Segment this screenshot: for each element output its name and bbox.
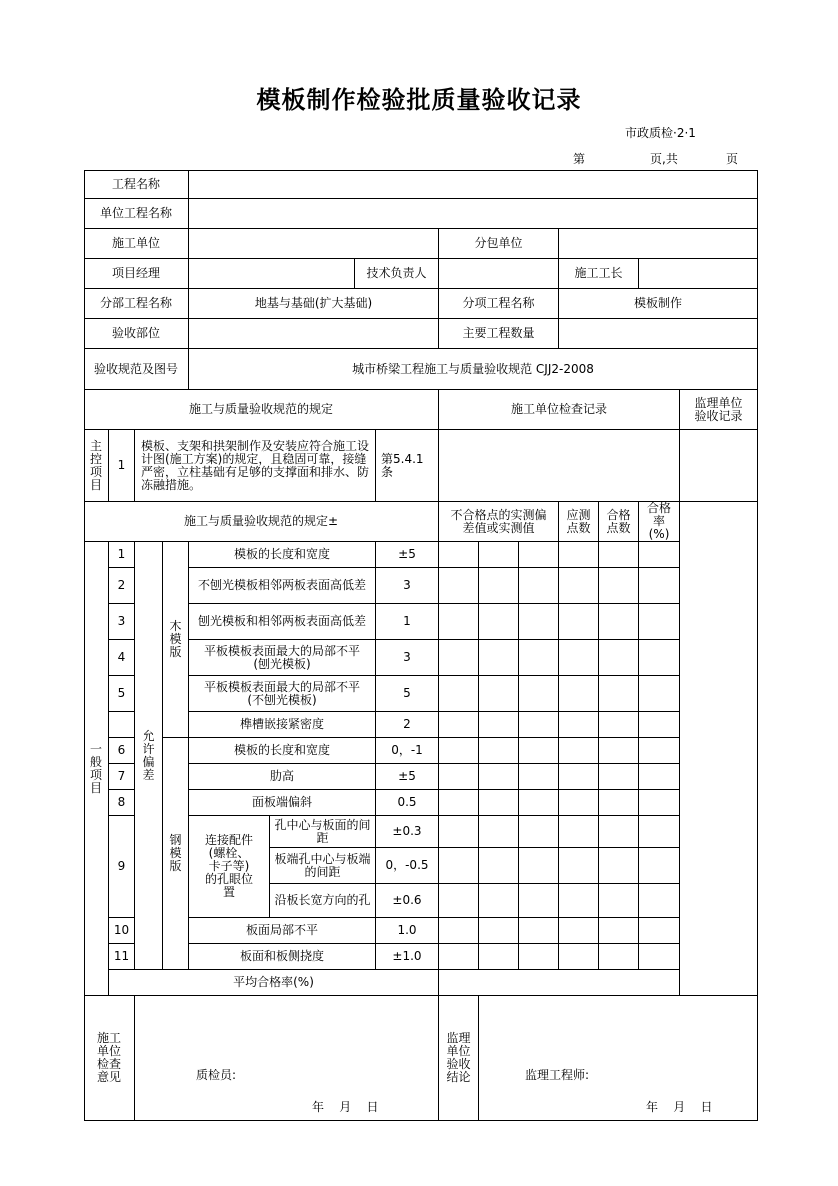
check-cell[interactable] [519,604,559,640]
check-cell[interactable] [559,568,599,604]
check-cell[interactable] [519,884,559,918]
check-cell[interactable] [479,640,519,676]
check-cell[interactable] [639,604,680,640]
item-allowed-value-text: 1 [403,614,411,628]
check-cell[interactable] [559,848,599,884]
supervisor-conclusion-label [439,996,479,1121]
item-text-text: 板面局部不平 [245,923,318,937]
subcontractor-field[interactable] [559,229,758,259]
subcontractor-label [439,229,559,259]
item-text-text: 肋高 [269,769,294,783]
item-allowed-value-text: 1.0 [397,923,417,937]
item-allowed-value [376,542,439,568]
item9-sub-text [270,848,376,884]
check-cell[interactable] [639,816,680,848]
avg-pass-rate-value[interactable] [439,970,680,996]
steel-formwork-label-text: 钢模版 [169,833,182,873]
item-allowed-value [376,884,439,918]
check-cell[interactable] [639,542,680,568]
check-cell[interactable] [479,712,519,738]
item-no-text: 5 [117,686,126,700]
check-cell[interactable] [439,738,479,764]
item9-sub-text-text: 板端孔中心与板端的间距 [274,851,371,879]
manager-label-text: 项目经理 [111,266,160,280]
tech-lead-label [355,259,439,289]
check-cell[interactable] [439,764,479,790]
check-cell[interactable] [519,712,559,738]
item-no [109,944,135,970]
unit-project-label-text: 单位工程名称 [99,206,172,220]
check-cell[interactable] [639,764,680,790]
item-text [189,738,376,764]
check-cell[interactable] [439,712,479,738]
tech-lead-field[interactable] [439,259,559,289]
unit-project-label [84,199,189,229]
item9-sub-text [270,816,376,848]
check-record-header-text: 施工单位检查记录 [510,402,607,416]
spec-header [84,390,439,430]
check-cell[interactable] [439,640,479,676]
check-cell[interactable] [599,918,639,944]
manager-label [84,259,189,289]
main-item-clause-text: 第5.4.1条 [381,451,424,479]
check-cell[interactable] [439,676,479,712]
item-text [189,568,376,604]
item-allowed-value-text: 2 [403,717,411,731]
quantity-field[interactable] [559,319,758,349]
check-cell[interactable] [439,790,479,816]
check-cell[interactable] [599,640,639,676]
check-cell[interactable] [479,568,519,604]
item-no [109,918,135,944]
standard-label-text: 验收规范及图号 [93,361,178,376]
item-allowed-value [376,918,439,944]
item-text-text: 平板模板表面最大的局部不平(刨光模板) [203,643,360,671]
item-no-text: 3 [117,614,126,628]
item-allowed-value [376,738,439,764]
item-no [109,738,135,764]
standard-field[interactable] [189,349,758,390]
manager-field[interactable] [189,259,355,289]
check-cell[interactable] [599,568,639,604]
location-label [84,319,189,349]
check-cell[interactable] [599,712,639,738]
col-deviation [439,502,559,542]
form-code: 市政质检·2·1 [625,126,696,140]
main-item-no-text: 1 [117,458,126,472]
date-right: 年 月 日 [646,1100,713,1114]
main-item-text [135,430,376,502]
main-item-clause [376,430,439,502]
contractor-label-text: 施工单位 [111,236,160,250]
check-cell[interactable] [559,640,599,676]
foreman-field[interactable] [639,259,758,289]
supervisor-header-text: 监理单位验收记录 [694,395,743,423]
check-cell[interactable] [559,884,599,918]
check-cell[interactable] [519,542,559,568]
col-deviation-text: 不合格点的实测偏差值或实测值 [450,507,547,535]
division-label [84,289,189,319]
check-cell[interactable] [639,884,680,918]
contractor-opinion-label-text: 施工单位检查意见 [96,1031,121,1084]
item-allowed-value-text: 5 [403,686,411,700]
check-cell[interactable] [439,884,479,918]
item-text [189,790,376,816]
check-cell[interactable] [479,848,519,884]
location-field[interactable] [189,319,439,349]
col-required [559,502,599,542]
subdivision-field-text: 模板制作 [633,296,682,310]
division-label-text: 分部工程名称 [99,296,172,310]
check-cell[interactable] [599,542,639,568]
supervisor-header [680,390,758,430]
item-allowed-value-text: 0，-0.5 [385,858,429,872]
check-cell[interactable] [559,790,599,816]
check-cell[interactable] [559,816,599,848]
check-cell[interactable] [519,640,559,676]
check-cell[interactable] [599,790,639,816]
contractor-opinion-area[interactable] [135,996,439,1121]
item-no-text: 2 [117,578,126,592]
item-allowed-value-text: ±5 [398,769,416,783]
project-name-label-text: 工程名称 [111,176,160,191]
page-title: 模板制作检验批质量验收记录 [256,86,582,114]
check-cell[interactable] [439,848,479,884]
item-allowed-value [376,712,439,738]
check-cell[interactable] [639,944,680,970]
subcontractor-label-text: 分包单位 [474,236,523,250]
check-cell[interactable] [479,676,519,712]
page-no-di: 第 [573,152,586,166]
item-no [109,712,135,738]
quantity-label [439,319,559,349]
item-allowed-value [376,816,439,848]
check-cell[interactable] [599,848,639,884]
contractor-opinion-label [84,996,135,1121]
item-allowed-value [376,764,439,790]
check-cell[interactable] [639,676,680,712]
check-cell[interactable] [519,848,559,884]
item-allowed-value [376,640,439,676]
check-cell[interactable] [519,790,559,816]
subdivision-label-text: 分项工程名称 [462,296,535,310]
item-text-text: 模板的长度和宽度 [233,547,330,561]
standard-field-text: 城市桥梁工程施工与质量验收规范 CJJ2-2008 [352,361,594,376]
item-text [189,542,376,568]
check-cell[interactable] [479,918,519,944]
item-no-text: 9 [117,859,126,873]
check-cell[interactable] [559,712,599,738]
check-cell[interactable] [519,918,559,944]
inspector-label: 质检员: [196,1068,237,1082]
item-text-text: 榫槽嵌接紧密度 [239,717,324,731]
main-item-text-text: 模板、支架和拱架制作及安装应符合施工设计图(施工方案)的规定，且稳固可靠，接缝严密，立柱基础有足够的支撑面和排水、防冻融措施。 [141,438,370,492]
division-field[interactable] [189,289,439,319]
contractor-label [84,229,189,259]
item-text [189,676,376,712]
check-cell[interactable] [639,738,680,764]
item-no-text: 7 [117,769,126,783]
item-allowed-value-text: 0，-1 [391,743,423,757]
col-pass-rate-text: 合格率(%) [646,501,671,541]
item-allowed-value [376,944,439,970]
date-left: 年 月 日 [312,1100,379,1114]
avg-pass-rate-label [109,970,439,996]
check-cell[interactable] [599,944,639,970]
general-label-text: 一般项目 [89,741,102,795]
check-cell[interactable] [479,884,519,918]
foreman-label-text: 施工工长 [574,266,623,280]
item-no [109,764,135,790]
check-cell[interactable] [479,542,519,568]
item-text-text: 模板的长度和宽度 [233,743,330,757]
item-allowed-value [376,676,439,712]
item-allowed-value [376,604,439,640]
item-no-text: 11 [113,949,130,963]
foreman-label [559,259,639,289]
check-cell[interactable] [439,918,479,944]
item-allowed-value-text: 3 [403,650,411,664]
item-no [109,676,135,712]
item-allowed-value-text: 0.5 [397,795,417,809]
allowed-deviation-label [135,542,163,970]
general-label [84,542,109,996]
general-spec-header-text: 施工与质量验收规范的规定± [183,514,339,528]
item-text-text: 不刨光模板相邻两板表面高低差 [197,578,366,592]
item-allowed-value-text: ±5 [398,547,416,561]
check-cell[interactable] [519,764,559,790]
general-spec-header [84,502,439,542]
subdivision-field[interactable] [559,289,758,319]
col-pass-rate [639,502,680,542]
col-required-text: 应测点数 [566,507,591,535]
location-label-text: 验收部位 [111,326,160,340]
check-cell[interactable] [479,604,519,640]
project-name-label [84,170,189,199]
check-cell[interactable] [439,944,479,970]
check-cell[interactable] [639,640,680,676]
item-text [189,604,376,640]
item-allowed-value-text: 3 [403,578,411,592]
subdivision-label [439,289,559,319]
check-cell[interactable] [439,816,479,848]
item9-label [189,816,270,918]
check-cell[interactable] [559,604,599,640]
wood-formwork-label [163,542,189,738]
standard-label [84,349,189,390]
allowed-deviation-label-text: 允许偏差 [142,728,155,782]
check-cell[interactable] [639,790,680,816]
check-cell[interactable] [559,738,599,764]
check-cell[interactable] [599,764,639,790]
check-cell[interactable] [559,764,599,790]
quantity-label-text: 主要工程数量 [462,326,535,340]
steel-formwork-label [163,738,189,970]
general-supervisor-record[interactable] [680,502,758,996]
item-no-text: 1 [117,547,126,561]
avg-pass-rate-label-text: 平均合格率(%) [233,975,314,989]
check-cell[interactable] [519,816,559,848]
item9-sub-text [270,884,376,918]
main-supervisor-record[interactable] [680,430,758,502]
check-cell[interactable] [479,816,519,848]
item-no [109,640,135,676]
item-text [189,944,376,970]
check-cell[interactable] [639,568,680,604]
item-no-text: 8 [117,795,126,809]
item-text [189,640,376,676]
supervisor-conclusion-label-text: 监理单位验收结论 [446,1031,471,1084]
check-cell[interactable] [559,918,599,944]
engineer-label: 监理工程师: [525,1068,590,1082]
check-cell[interactable] [439,542,479,568]
item-allowed-value [376,790,439,816]
unit-project-field[interactable] [189,199,758,229]
item-text [189,918,376,944]
check-cell[interactable] [599,676,639,712]
check-cell[interactable] [519,738,559,764]
tech-lead-label-text: 技术负责人 [366,266,427,280]
check-cell[interactable] [599,884,639,918]
item9-sub-text-text: 孔中心与板面的间距 [274,817,371,845]
division-field-text: 地基与基础(扩大基础) [254,296,373,310]
check-cell[interactable] [639,848,680,884]
check-cell[interactable] [479,738,519,764]
contractor-field[interactable] [189,229,439,259]
check-cell[interactable] [439,604,479,640]
check-cell[interactable] [479,944,519,970]
main-control-label [84,430,109,502]
check-cell[interactable] [479,790,519,816]
item-allowed-value-text: ±0.3 [392,824,422,838]
item-text-text: 面板端偏斜 [251,795,312,809]
item-no-text: 4 [117,650,126,664]
check-cell[interactable] [439,568,479,604]
item-no-text: 10 [113,923,130,937]
item-text-text: 板面和板侧挠度 [239,949,324,963]
check-cell[interactable] [519,676,559,712]
item-text-text: 刨光模板和相邻两板表面高低差 [197,614,366,628]
check-cell[interactable] [559,944,599,970]
item-text [189,712,376,738]
item-no [109,542,135,568]
item-no [109,790,135,816]
main-check-record[interactable] [439,430,680,502]
item-no-text: 6 [117,743,126,757]
item-no [109,568,135,604]
item-allowed-value [376,848,439,884]
check-record-header [439,390,680,430]
page-no-ye: 页 [726,152,739,166]
item-allowed-value [376,568,439,604]
col-pass-points [599,502,639,542]
item9-sub-text-text: 沿板长宽方向的孔 [274,893,371,907]
check-cell[interactable] [519,944,559,970]
page-no-ye-gong: 页,共 [650,152,678,166]
wood-formwork-label-text: 木模版 [169,619,182,659]
check-cell[interactable] [519,568,559,604]
item-text [189,764,376,790]
check-cell[interactable] [639,712,680,738]
item-no [109,604,135,640]
project-name-field[interactable] [189,170,758,199]
item9-label-text: 连接配件(螺栓、卡子等)的孔眼位置 [204,833,253,899]
col-pass-points-text: 合格点数 [606,507,631,535]
main-item-no [109,430,135,502]
check-cell[interactable] [599,738,639,764]
item-allowed-value-text: ±1.0 [392,949,422,963]
item-allowed-value-text: ±0.6 [392,893,422,907]
item-text-text: 平板模板表面最大的局部不平(不刨光模板) [203,679,360,707]
item-no [109,816,135,918]
check-cell[interactable] [479,764,519,790]
spec-header-text: 施工与质量验收规范的规定 [188,402,333,416]
supervisor-conclusion-area[interactable] [479,996,758,1121]
check-cell[interactable] [639,918,680,944]
check-cell[interactable] [599,604,639,640]
main-control-label-text: 主控项目 [89,438,102,492]
check-cell[interactable] [599,816,639,848]
check-cell[interactable] [559,676,599,712]
check-cell[interactable] [559,542,599,568]
